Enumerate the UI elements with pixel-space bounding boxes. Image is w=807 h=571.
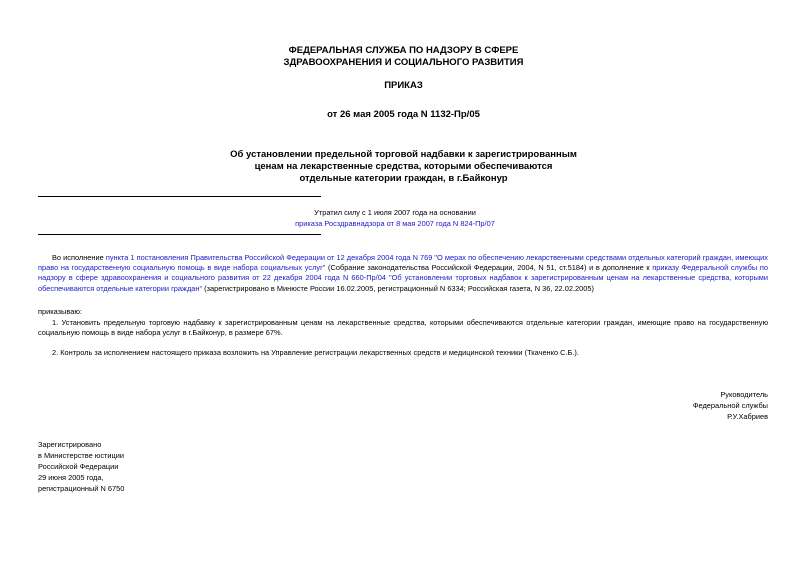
- document-title-line2: ценам на лекарственные средства, которыми обеспечиваются: [254, 161, 553, 172]
- status-note-line1: Утратил силу с 1 июля 2007 года на основании: [314, 208, 476, 217]
- order-item-2: 2. Контроль за исполнением настоящего приказа возложить на Управление регистрации лекарственных средств и медицинской техники (Ткаченко С.Б.).: [52, 348, 579, 357]
- order-item-1: 1. Установить предельную торговую надбавку к зарегистрированным ценам на лекарственные средства, которыми обеспечиваются отдельные категории граждан, имеющие право на государственную социальную помощь в виде набора услуг в г.Байконур, в размере 67%.: [38, 318, 768, 338]
- government-decree-link[interactable]: пункта 1 постановления Правительства Российской Федерации от 12 декабря 2004 года N 769 "О мерах по обеспечению лекарственными средствами отдельных категорий граждан, имеющих право на государственную социальную помощь в виде набора социальных услуг": [38, 253, 769, 273]
- preamble-text-2: (Собрание законодательства Российской Федерации, 2004, N 51, ст.5184) и в дополнение к: [325, 263, 653, 273]
- status-note-link[interactable]: приказа Росздравнадзора от 8 мая 2007 года N 824-Пр/07: [295, 219, 495, 228]
- document-date-number: от 26 мая 2005 года N 1132-Пр/05: [327, 109, 480, 120]
- signature-name: Р.У.Хабриев: [727, 412, 768, 421]
- registration-line1: Зарегистрировано: [38, 440, 102, 449]
- signature-line1: Руководитель: [720, 390, 768, 399]
- agency-name-line1: ФЕДЕРАЛЬНАЯ СЛУЖБА ПО НАДЗОРУ В СФЕРЕ: [288, 45, 519, 56]
- preamble-paragraph: [38, 253, 768, 294]
- order-word: приказываю:: [38, 307, 82, 316]
- federal-order-link[interactable]: приказу Федеральной службы по надзору в сфере здравоохранения и социального развития от 22 декабря 2004 года N 660-Пр/04 "Об установлении торговых надбавок к зарегистрированным ценам на лекарственные средства, которыми обеспечиваются отдельные категории граждан": [38, 263, 768, 293]
- document-title-line1: Об установлении предельной торговой надбавки к зарегистрированным: [230, 149, 577, 160]
- registration-date: 29 июня 2005 года,: [38, 473, 104, 482]
- divider-bottom: [38, 234, 321, 235]
- registration-line2: в Министерстве юстиции: [38, 451, 125, 460]
- preamble-text-1: Во исполнение: [52, 253, 106, 262]
- document-type: ПРИКАЗ: [384, 80, 423, 91]
- registration-number: регистрационный N 6750: [38, 484, 125, 493]
- preamble-text-3: (зарегистрировано в Минюсте России 16.02.2005, регистрационный N 6334; Российская газета, N 36, 22.02.2005): [202, 283, 594, 293]
- divider-top: [38, 196, 321, 197]
- registration-line3: Российской Федерации: [38, 462, 119, 471]
- document-title-line3: отдельные категории граждан, в г.Байконур: [299, 173, 508, 184]
- signature-line2: Федеральной службы: [692, 401, 768, 410]
- agency-name-line2: ЗДРАВООХРАНЕНИЯ И СОЦИАЛЬНОГО РАЗВИТИЯ: [283, 57, 524, 68]
